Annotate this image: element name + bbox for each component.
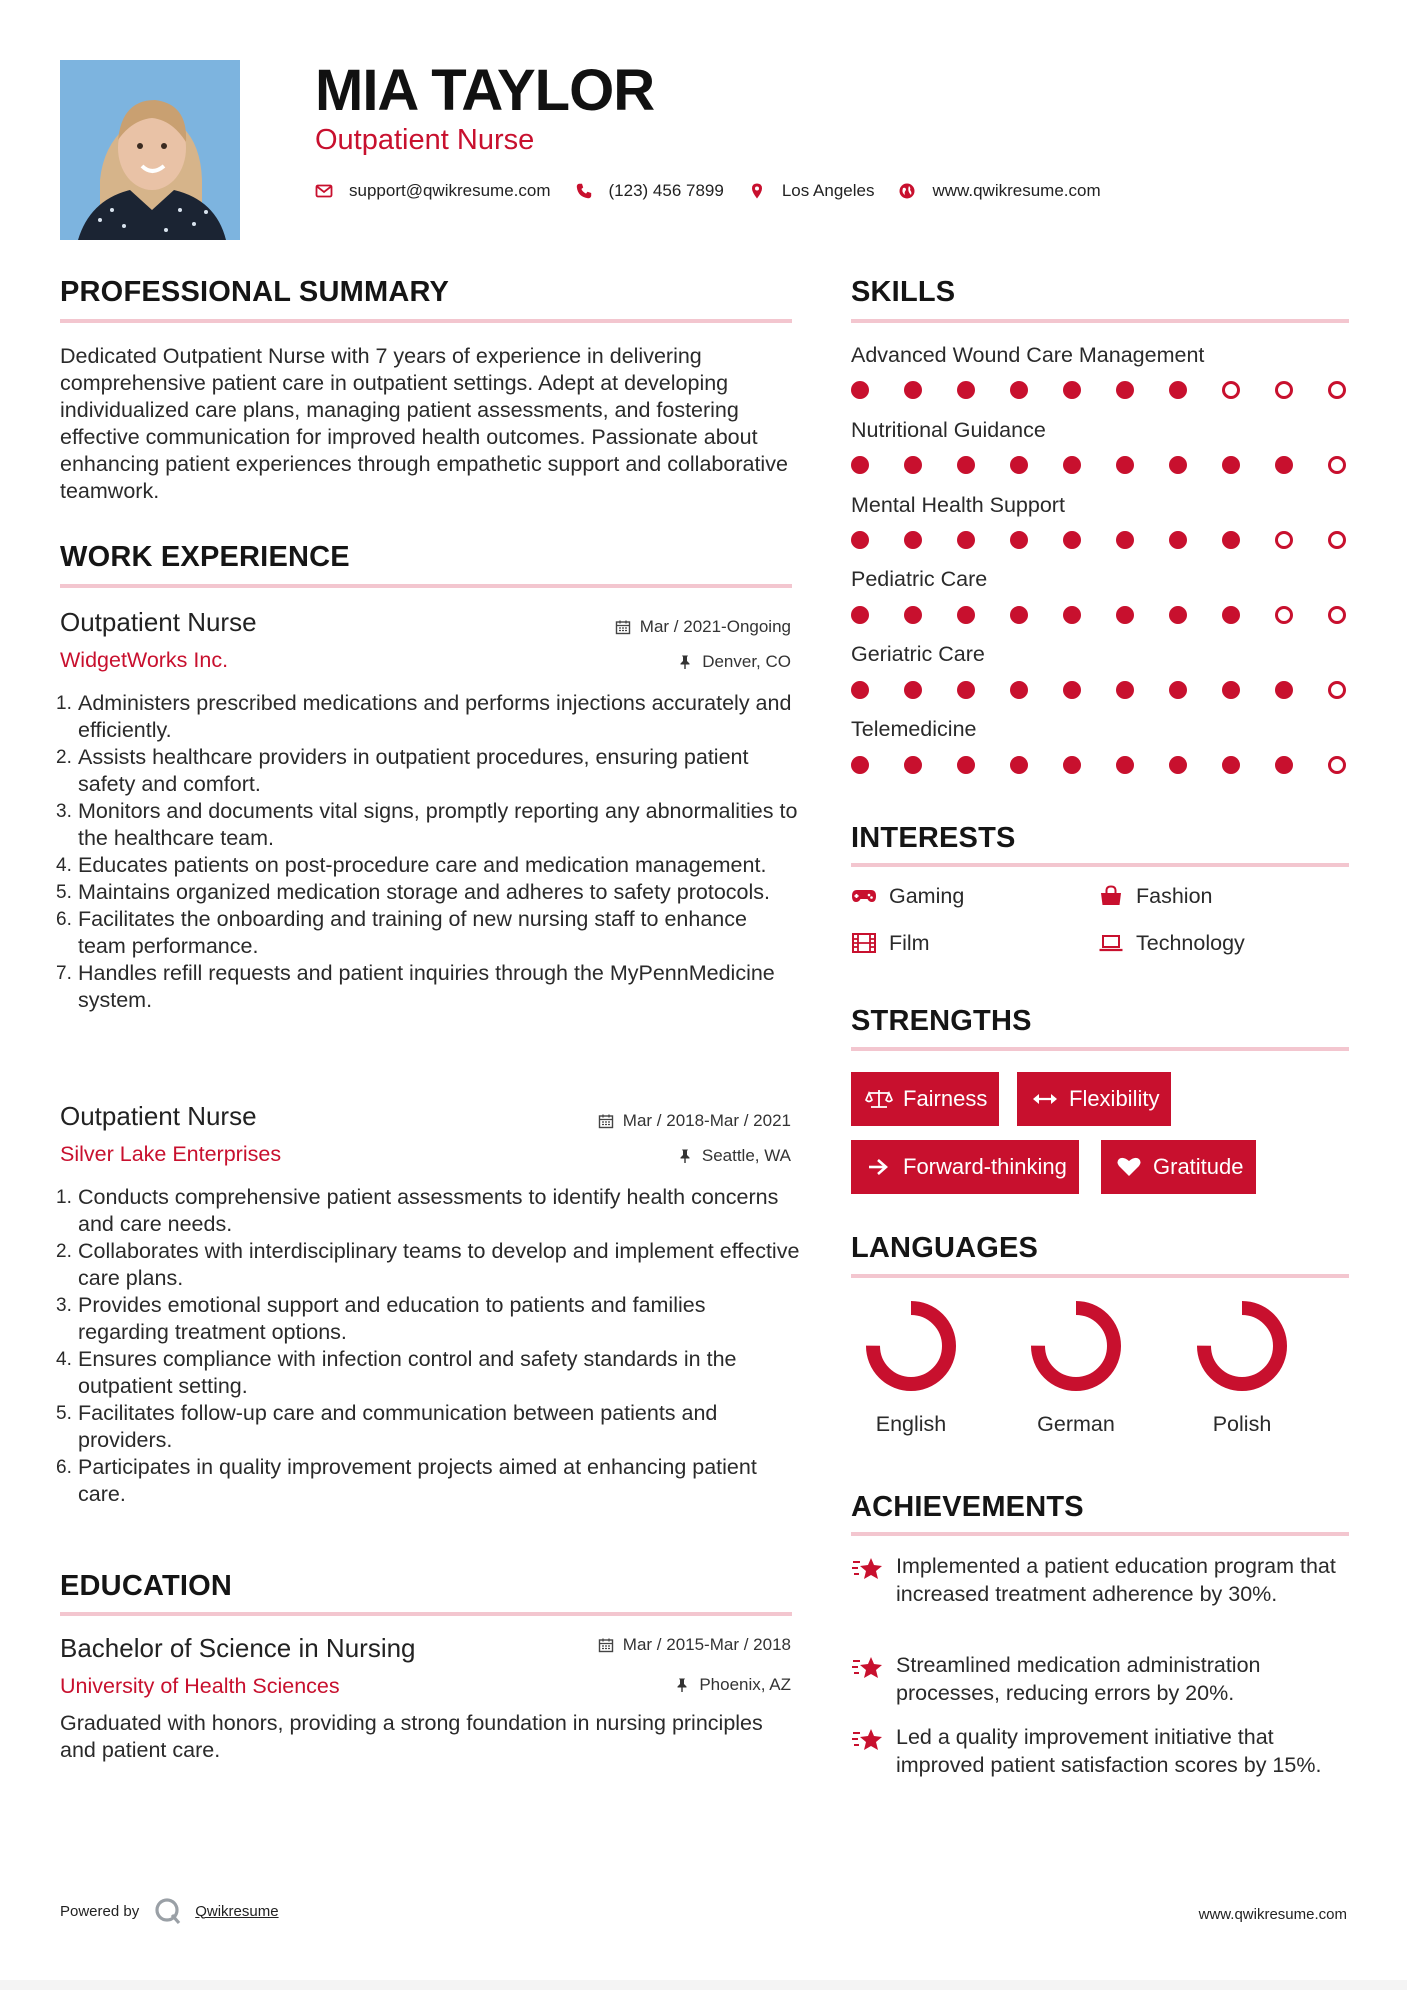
candidate-name: MIA TAYLOR bbox=[315, 58, 655, 123]
interests-heading: INTERESTS bbox=[851, 822, 1016, 854]
list-item: Participates in quality improvement projects aimed at enhancing patient care. bbox=[78, 1455, 757, 1506]
contact-location-text: Los Angeles bbox=[781, 181, 875, 200]
skill-name: Advanced Wound Care Management bbox=[851, 343, 1205, 367]
rating-dot-filled bbox=[1169, 456, 1187, 474]
list-item: Educates patients on post-procedure care and medication management. bbox=[78, 853, 767, 877]
rating-dot-empty bbox=[1328, 456, 1346, 474]
rating-dot-filled bbox=[904, 756, 922, 774]
rating-dot-filled bbox=[1063, 756, 1081, 774]
rating-dot-filled bbox=[851, 456, 869, 474]
skill-name: Pediatric Care bbox=[851, 567, 988, 591]
rating-dot-filled bbox=[957, 606, 975, 624]
rating-dot-filled bbox=[851, 756, 869, 774]
globe-icon bbox=[898, 182, 916, 200]
rating-dot-empty bbox=[1222, 381, 1240, 399]
rating-dot-filled bbox=[1116, 531, 1134, 549]
powered-by-text: Powered by bbox=[60, 1902, 140, 1920]
footer-website[interactable]: www.qwikresume.com bbox=[1198, 1906, 1347, 1923]
rating-dot-filled bbox=[1010, 456, 1028, 474]
contact-location bbox=[748, 181, 875, 201]
candidate-role: Outpatient Nurse bbox=[315, 124, 535, 156]
rating-dot-filled bbox=[957, 456, 975, 474]
contact-website-text: www.qwikresume.com bbox=[932, 181, 1101, 200]
rating-dot-empty bbox=[1328, 756, 1346, 774]
brand-link[interactable]: Qwikresume bbox=[195, 1902, 279, 1920]
rating-dot-filled bbox=[1222, 606, 1240, 624]
rating-dot-filled bbox=[1010, 606, 1028, 624]
strengths-divider bbox=[851, 1047, 1349, 1051]
rating-dot-filled bbox=[1063, 606, 1081, 624]
job-duties-list bbox=[60, 690, 800, 1014]
arrows-horizontal-icon bbox=[1031, 1088, 1059, 1110]
rating-dot-filled bbox=[851, 681, 869, 699]
rating-dot-filled bbox=[1010, 681, 1028, 699]
list-item: Collaborates with interdisciplinary teams to develop and implement effective care plans. bbox=[78, 1239, 800, 1290]
list-item: Facilitates the onboarding and training of new nursing staff to enhance team performance. bbox=[78, 907, 747, 958]
rating-dot-filled bbox=[957, 381, 975, 399]
achievement-item bbox=[851, 1723, 1356, 1779]
rating-dot-filled bbox=[851, 606, 869, 624]
skill-name: Nutritional Guidance bbox=[851, 418, 1046, 442]
achievements-divider bbox=[851, 1532, 1349, 1536]
phone-icon bbox=[575, 182, 593, 200]
contact-email-text: support@qwikresume.com bbox=[349, 181, 551, 200]
rating-dot-filled bbox=[1010, 756, 1028, 774]
language-level-arc bbox=[1204, 1308, 1280, 1384]
arrow-right-icon bbox=[865, 1156, 893, 1178]
interest-item bbox=[1098, 882, 1213, 910]
achievements-heading: ACHIEVEMENTS bbox=[851, 1491, 1084, 1523]
strengths-heading: STRENGTHS bbox=[851, 1005, 1032, 1037]
summary-divider bbox=[60, 319, 792, 323]
language-item bbox=[1011, 1298, 1141, 1437]
language-level-ring bbox=[1028, 1298, 1124, 1394]
rating-dot-filled bbox=[957, 756, 975, 774]
pushpin-icon bbox=[674, 1677, 690, 1693]
rating-dot-filled bbox=[1275, 456, 1293, 474]
calendar-icon bbox=[598, 1113, 614, 1129]
skills-heading: SKILLS bbox=[851, 276, 956, 308]
rating-dot-empty bbox=[1275, 381, 1293, 399]
interest-item bbox=[1098, 929, 1245, 957]
balance-scale-icon bbox=[865, 1088, 893, 1110]
rating-dot-filled bbox=[1063, 531, 1081, 549]
job-dates-text: Mar / 2021-Ongoing bbox=[639, 617, 791, 636]
skill-rating bbox=[851, 531, 1349, 551]
list-item: Provides emotional support and education to patients and families regarding treatment options. bbox=[78, 1293, 706, 1344]
envelope-icon bbox=[315, 182, 333, 200]
rating-dot-filled bbox=[1169, 381, 1187, 399]
achievement-item bbox=[851, 1552, 1356, 1608]
star-burst-icon bbox=[851, 1725, 885, 1755]
strength-tag bbox=[1101, 1140, 1256, 1194]
heart-icon bbox=[1115, 1156, 1143, 1178]
contact-website[interactable] bbox=[898, 181, 1100, 201]
education-divider bbox=[60, 1612, 792, 1616]
shopping-bag-icon bbox=[1098, 885, 1124, 907]
star-burst-icon bbox=[851, 1554, 885, 1584]
job-dates-text: Mar / 2018-Mar / 2021 bbox=[622, 1111, 791, 1130]
achievement-text: Led a quality improvement initiative that improved patient satisfaction scores by 15%. bbox=[896, 1725, 1322, 1777]
rating-dot-filled bbox=[1063, 456, 1081, 474]
rating-dot-filled bbox=[1222, 756, 1240, 774]
education-description: Graduated with honors, providing a strong foundation in nursing principles and patient care. bbox=[60, 1711, 763, 1762]
interests-divider bbox=[851, 863, 1349, 867]
list-item: Conducts comprehensive patient assessments to identify health concerns and care needs. bbox=[78, 1185, 779, 1236]
strength-tag bbox=[851, 1072, 999, 1126]
rating-dot-empty bbox=[1328, 381, 1346, 399]
job-dates bbox=[615, 616, 791, 638]
summary-text: Dedicated Outpatient Nurse with 7 years of experience in delivering comprehensive patient care in outpatient settings. Adept at developing individualized care plans, managing patient assessments, and fostering effective communication for improved health outcomes. Passionate about enhancing patient experiences through empathetic support and collaborative teamwork. bbox=[60, 344, 788, 503]
rating-dot-filled bbox=[1116, 456, 1134, 474]
contact-phone-text: (123) 456 7899 bbox=[608, 181, 724, 200]
rating-dot-filled bbox=[1116, 681, 1134, 699]
job-location bbox=[677, 1145, 791, 1167]
language-level-arc bbox=[1038, 1308, 1114, 1384]
contact-email[interactable] bbox=[315, 181, 551, 201]
rating-dot-filled bbox=[1116, 756, 1134, 774]
rating-dot-filled bbox=[851, 381, 869, 399]
skill-name: Telemedicine bbox=[851, 717, 977, 741]
language-level-ring bbox=[863, 1298, 959, 1394]
rating-dot-filled bbox=[957, 531, 975, 549]
rating-dot-empty bbox=[1328, 531, 1346, 549]
rating-dot-empty bbox=[1275, 606, 1293, 624]
languages-heading: LANGUAGES bbox=[851, 1232, 1039, 1264]
achievement-text: Streamlined medication administration processes, reducing errors by 20%. bbox=[896, 1653, 1261, 1705]
footer-branding bbox=[60, 1896, 279, 1926]
strength-label: Fairness bbox=[903, 1086, 988, 1111]
profile-photo-image bbox=[60, 60, 240, 240]
degree-title: Bachelor of Science in Nursing bbox=[60, 1633, 416, 1663]
interest-label: Fashion bbox=[1136, 884, 1213, 908]
map-pin-icon bbox=[748, 182, 766, 200]
rating-dot-filled bbox=[1010, 531, 1028, 549]
rating-dot-filled bbox=[1169, 606, 1187, 624]
interest-label: Film bbox=[889, 931, 930, 955]
list-item: Assists healthcare providers in outpatient procedures, ensuring patient safety and comfort. bbox=[78, 745, 749, 796]
skill-rating bbox=[851, 606, 1349, 626]
rating-dot-filled bbox=[1169, 681, 1187, 699]
education-location bbox=[674, 1674, 791, 1696]
job-location-text: Seattle, WA bbox=[701, 1146, 791, 1165]
calendar-icon bbox=[598, 1637, 614, 1653]
job-duties-list bbox=[60, 1184, 800, 1508]
strength-label: Gratitude bbox=[1153, 1154, 1244, 1179]
pushpin-icon bbox=[677, 1148, 693, 1164]
rating-dot-filled bbox=[1222, 681, 1240, 699]
education-dates-text: Mar / 2015-Mar / 2018 bbox=[622, 1635, 791, 1654]
interest-label: Gaming bbox=[889, 884, 965, 908]
rating-dot-empty bbox=[1275, 531, 1293, 549]
strength-tag bbox=[851, 1140, 1079, 1194]
job-location bbox=[677, 651, 791, 673]
skill-rating bbox=[851, 681, 1349, 701]
rating-dot-filled bbox=[1275, 681, 1293, 699]
contact-bar bbox=[315, 176, 1125, 206]
interest-item bbox=[851, 929, 930, 957]
rating-dot-filled bbox=[904, 681, 922, 699]
skill-rating bbox=[851, 456, 1349, 476]
qwikresume-logo-icon bbox=[153, 1896, 183, 1926]
page-bottom-strip bbox=[0, 1980, 1407, 1990]
laptop-icon bbox=[1098, 932, 1124, 954]
rating-dot-filled bbox=[904, 531, 922, 549]
language-item bbox=[1177, 1298, 1307, 1437]
interest-label: Technology bbox=[1136, 931, 1245, 955]
job-company: Silver Lake Enterprises bbox=[60, 1142, 282, 1166]
list-item: Handles refill requests and patient inquiries through the MyPennMedicine system. bbox=[78, 961, 775, 1012]
rating-dot-empty bbox=[1328, 681, 1346, 699]
rating-dot-filled bbox=[851, 531, 869, 549]
school-name: University of Health Sciences bbox=[60, 1674, 340, 1698]
skill-rating bbox=[851, 381, 1349, 401]
education-heading: EDUCATION bbox=[60, 1570, 233, 1602]
education-dates bbox=[598, 1634, 791, 1656]
list-item: Facilitates follow-up care and communication between patients and providers. bbox=[78, 1401, 718, 1452]
language-name: Polish bbox=[1212, 1412, 1272, 1436]
gamepad-icon bbox=[851, 885, 877, 907]
language-level-ring bbox=[1194, 1298, 1290, 1394]
language-item bbox=[846, 1298, 976, 1437]
language-name: German bbox=[1037, 1412, 1115, 1436]
rating-dot-filled bbox=[904, 606, 922, 624]
experience-divider bbox=[60, 584, 792, 588]
pushpin-icon bbox=[677, 654, 693, 670]
job-company: WidgetWorks Inc. bbox=[60, 648, 229, 672]
job-location-text: Denver, CO bbox=[702, 652, 791, 671]
rating-dot-filled bbox=[1063, 681, 1081, 699]
list-item: Administers prescribed medications and performs injections accurately and efficiently. bbox=[78, 691, 792, 742]
languages-divider bbox=[851, 1274, 1349, 1278]
education-location-text: Phoenix, AZ bbox=[699, 1675, 791, 1694]
rating-dot-filled bbox=[1010, 381, 1028, 399]
rating-dot-filled bbox=[1169, 531, 1187, 549]
achievement-text: Implemented a patient education program that increased treatment adherence by 30%. bbox=[896, 1554, 1336, 1606]
list-item: Maintains organized medication storage and adheres to safety protocols. bbox=[78, 880, 770, 904]
rating-dot-filled bbox=[1063, 381, 1081, 399]
contact-phone[interactable] bbox=[575, 181, 724, 201]
rating-dot-filled bbox=[1222, 456, 1240, 474]
achievement-item bbox=[851, 1651, 1356, 1707]
rating-dot-filled bbox=[904, 456, 922, 474]
language-name: English bbox=[875, 1412, 947, 1436]
list-item: Ensures compliance with infection control and safety standards in the outpatient setting. bbox=[78, 1347, 737, 1398]
skill-name: Geriatric Care bbox=[851, 642, 985, 666]
summary-heading: PROFESSIONAL SUMMARY bbox=[60, 276, 450, 308]
strength-tag bbox=[1017, 1072, 1171, 1126]
star-burst-icon bbox=[851, 1653, 885, 1683]
rating-dot-filled bbox=[1275, 756, 1293, 774]
skill-name: Mental Health Support bbox=[851, 493, 1065, 517]
rating-dot-filled bbox=[1116, 381, 1134, 399]
skills-divider bbox=[851, 319, 1349, 323]
job-title: Outpatient Nurse bbox=[60, 607, 257, 637]
strength-label: Flexibility bbox=[1069, 1086, 1160, 1111]
rating-dot-empty bbox=[1328, 606, 1346, 624]
strength-label: Forward-thinking bbox=[903, 1154, 1067, 1179]
rating-dot-filled bbox=[1222, 531, 1240, 549]
profile-photo bbox=[60, 60, 240, 240]
experience-heading: WORK EXPERIENCE bbox=[60, 541, 350, 573]
calendar-icon bbox=[615, 619, 631, 635]
skill-rating bbox=[851, 756, 1349, 776]
rating-dot-filled bbox=[1169, 756, 1187, 774]
list-item: Monitors and documents vital signs, promptly reporting any abnormalities to the healthcare team. bbox=[78, 799, 798, 850]
rating-dot-filled bbox=[957, 681, 975, 699]
job-title: Outpatient Nurse bbox=[60, 1101, 257, 1131]
interest-item bbox=[851, 882, 964, 910]
job-dates bbox=[598, 1110, 791, 1132]
rating-dot-filled bbox=[904, 381, 922, 399]
film-icon bbox=[851, 932, 877, 954]
rating-dot-filled bbox=[1116, 606, 1134, 624]
language-level-arc bbox=[873, 1308, 949, 1384]
